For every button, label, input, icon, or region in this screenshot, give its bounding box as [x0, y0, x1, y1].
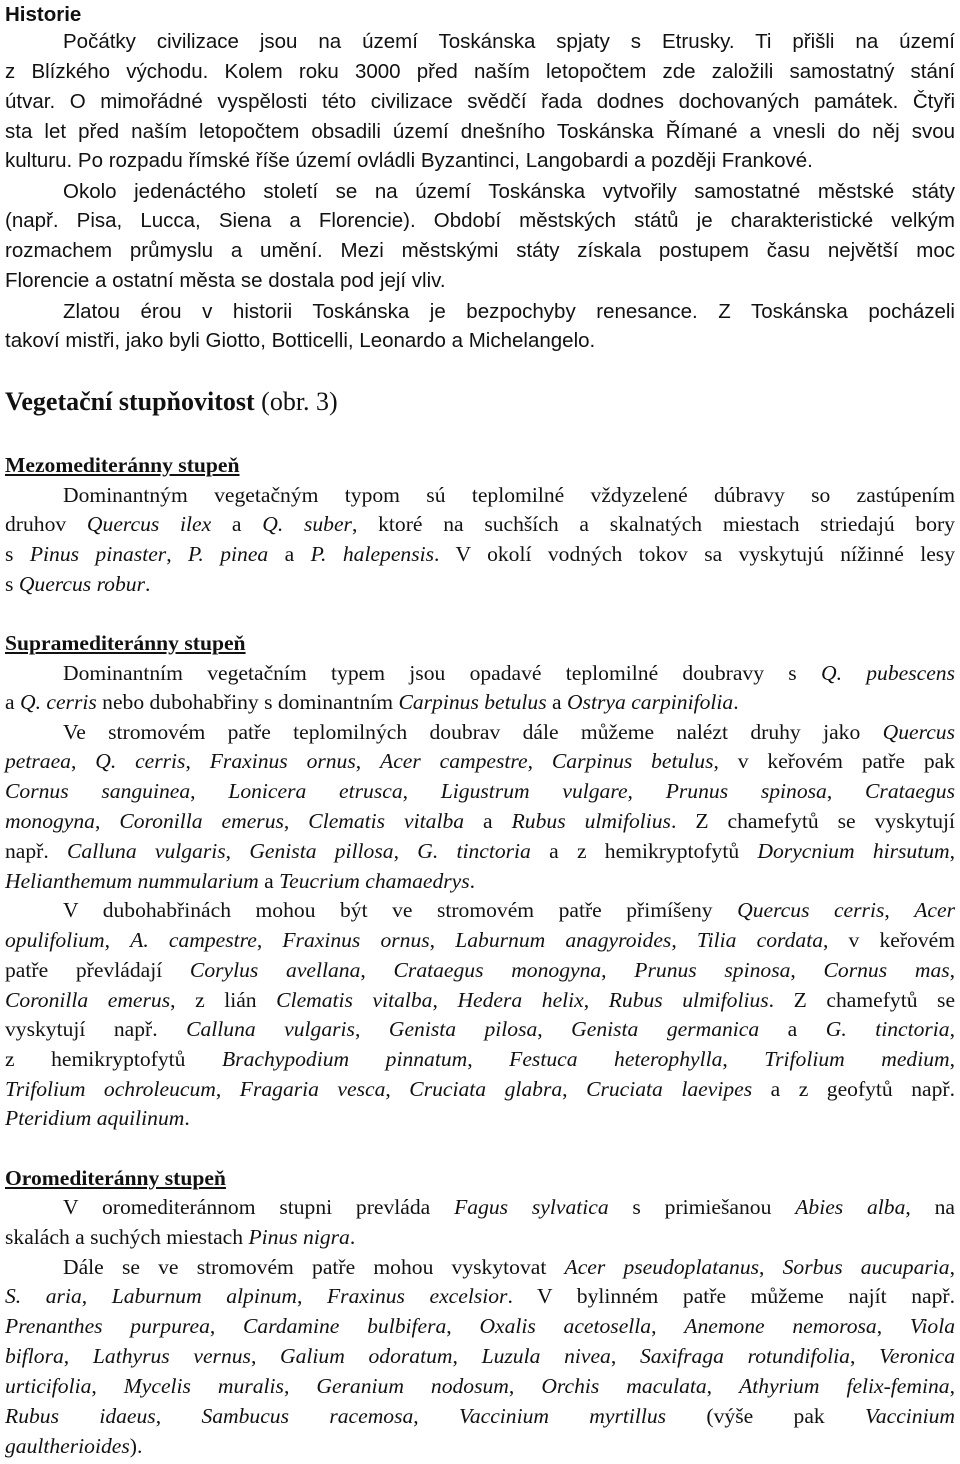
heading-main: Vegetační stupňovitost	[5, 387, 255, 416]
species-name: Acer	[914, 898, 955, 922]
paragraph-line: z Blízkého východu. Kolem roku 3000 před naším letopočtem zde založili samostatný stání	[5, 60, 955, 83]
species-name: Cruciata laevipes	[586, 1077, 753, 1101]
species-name: Prunus spinosa	[665, 779, 827, 803]
species-name: Festuca heterophylla	[509, 1047, 723, 1071]
paragraph-line: opulifolium, A. campestre, Fraxinus ornus, Laburnum anagyroides, Tilia cordata, v keřovém	[5, 928, 956, 952]
species-name: Pinus nigra	[248, 1225, 350, 1249]
species-name: Pteridium aquilinum	[5, 1106, 185, 1130]
paragraph-line: (např. Pisa, Lucca, Siena a Florencie). Období městských států je charakteristické velkým	[5, 209, 955, 232]
species-name: Laburnum alpinum	[111, 1284, 298, 1308]
species-name: Athyrium felix-femina	[739, 1374, 950, 1398]
species-name: Anemone nemorosa	[684, 1314, 877, 1338]
species-name: Prunus spinosa	[634, 958, 791, 982]
species-name: Brachypodium pinnatum	[221, 1047, 468, 1071]
species-name: Laburnum anagyroides	[455, 928, 672, 952]
species-name: Clematis vitalba	[276, 988, 433, 1012]
species-name: Dorycnium hirsutum	[757, 839, 950, 863]
paragraph-line: monogyna, Coronilla emerus, Clematis vitalba a Rubus ulmifolius. Z chamefytů se vyskytují	[5, 809, 956, 833]
species-name: Clematis vitalba	[308, 809, 465, 833]
species-name: Acer campestre	[380, 749, 528, 773]
species-name: Crataegus monogyna	[393, 958, 602, 982]
paragraph-line: s Quercus robur.	[5, 572, 151, 596]
species-name: monogyna	[5, 809, 95, 833]
species-name: Quercus robur	[18, 572, 145, 596]
species-name: P. halepensis	[310, 542, 435, 566]
species-name: Q. cerris	[95, 749, 186, 773]
paragraph-line: Coronilla emerus, z lián Clematis vitalba, Hedera helix, Rubus ulmifolius. Z chamefytů se	[5, 988, 956, 1012]
species-name: Fagus sylvatica	[454, 1195, 609, 1219]
paragraph-line: Florencie a ostatní města se dostala pod její vliv.	[5, 269, 446, 292]
species-name: A. campestre	[130, 928, 257, 952]
species-name: Rubus idaeus	[5, 1404, 156, 1428]
paragraph-line: Ve stromovém patře teplomilných doubrav dále můžeme nalézt druhy jako Quercus	[63, 720, 955, 744]
paragraph-line: Dále se ve stromovém patře mohou vyskytovat Acer pseudoplatanus, Sorbus aucuparia,	[63, 1255, 955, 1279]
species-name: Helianthemum nummularium	[5, 869, 259, 893]
species-name: G. tinctoria	[825, 1017, 950, 1041]
species-name: Tilia cordata	[696, 928, 823, 952]
paragraph-line: skalách a suchých miestach Pinus nigra.	[5, 1225, 356, 1249]
species-name: Q. suber	[262, 512, 352, 536]
paragraph-line: Dominantným vegetačným typom sú teplomilné vždyzelené dúbravy so zastúpením	[63, 483, 955, 507]
paragraph-line: takoví mistři, jako byli Giotto, Botticelli, Leonardo a Michelangelo.	[5, 329, 596, 352]
species-name: Q. cerris	[19, 690, 97, 714]
paragraph-line: Trifolium ochroleucum, Fragaria vesca, Cruciata glabra, Cruciata laevipes a z geofytů např.	[5, 1077, 955, 1101]
species-name: Luzula nivea	[481, 1344, 611, 1368]
species-name: Geranium nodosum	[316, 1374, 509, 1398]
species-name: Q. pubescens	[820, 661, 955, 685]
species-name: gaultherioides	[5, 1434, 130, 1458]
species-name: Quercus cerris	[737, 898, 885, 922]
paragraph-line: sta let před naším letopočtem obsadili území dnešního Toskánska Římané a vnesli do něj svou	[5, 120, 955, 143]
paragraph-line: Pteridium aquilinum.	[5, 1106, 190, 1130]
paragraph-line: útvar. O mimořádné vyspělosti této civilizace svědčí řada dodnes dochovaných památek. Čtyři	[5, 90, 955, 113]
species-name: Saxifraga rotundifolia	[639, 1344, 850, 1368]
species-name: Genista germanica	[571, 1017, 760, 1041]
species-name: Calluna vulgaris	[186, 1017, 355, 1041]
section-heading-historie: Historie	[5, 3, 82, 26]
species-name: Cardamine bulbifera	[243, 1314, 447, 1338]
species-name: Veronica	[879, 1344, 956, 1368]
species-name: biflora	[5, 1344, 64, 1368]
species-name: Hedera helix	[457, 988, 584, 1012]
species-name: petraea	[5, 749, 71, 773]
paragraph-line: Helianthemum nummularium a Teucrium chamaedrys.	[5, 869, 476, 893]
paragraph-line: kulturu. Po rozpadu římské říše území ovládli Byzantinci, Langobardi a později Frankové.	[5, 149, 813, 172]
section-heading-oro: Oromediteránny stupeň	[5, 1166, 226, 1190]
paragraph-line: petraea, Q. cerris, Fraxinus ornus, Acer campestre, Carpinus betulus, v keřovém patře pak	[5, 749, 956, 773]
species-name: Fraxinus excelsior	[326, 1284, 508, 1308]
heading-figure-ref: (obr. 3)	[254, 387, 338, 416]
section-heading-vegetacni	[5, 387, 955, 417]
species-name: urticifolia	[5, 1374, 92, 1398]
species-name: Trifolium medium	[764, 1047, 950, 1071]
paragraph-line: Zlatou érou v historii Toskánska je bezpochyby renesance. Z Toskánska pocházeli	[63, 300, 955, 323]
species-name: P. pinea	[188, 542, 269, 566]
paragraph-line: urticifolia, Mycelis muralis, Geranium nodosum, Orchis maculata, Athyrium felix-femina,	[5, 1374, 955, 1398]
species-name: Lonicera etrusca	[228, 779, 403, 803]
paragraph-line: rozmachem průmyslu a umění. Mezi městskými státy získala postupem času největší moc	[5, 239, 955, 262]
paragraph-line: V dubohabřinách mohou být ve stromovém patře přimíšeny Quercus cerris, Acer	[63, 898, 955, 922]
species-name: Crataegus	[865, 779, 956, 803]
paragraph-line: Okolo jedenáctého století se na území Toskánska vytvořily samostatné městské státy	[63, 180, 955, 203]
paragraph-line: s Pinus pinaster, P. pinea a P. halepensis. V okolí vodných tokov sa vyskytujú nížinné lesy	[5, 542, 956, 566]
species-name: Cruciata glabra	[409, 1077, 563, 1101]
species-name: Orchis maculata	[541, 1374, 707, 1398]
species-name: Coronilla emerus	[5, 988, 171, 1012]
species-name: Mycelis muralis	[123, 1374, 284, 1398]
species-name: Lathyrus vernus	[92, 1344, 251, 1368]
paragraph-line: Počátky civilizace jsou na území Toskánska spjaty s Etrusky. Ti přišli na území	[63, 30, 955, 53]
species-name: Carpinus betulus	[398, 690, 547, 714]
paragraph-line: S. aria, Laburnum alpinum, Fraxinus excelsior. V bylinném patře můžeme najít např.	[5, 1284, 955, 1308]
species-name: opulifolium	[5, 928, 105, 952]
species-name: Prenanthes purpurea	[5, 1314, 210, 1338]
species-name: Galium odoratum	[280, 1344, 453, 1368]
section-heading-supra: Supramediteránny stupeň	[5, 631, 246, 655]
species-name: Cornus sanguinea	[5, 779, 191, 803]
species-name: Quercus	[882, 720, 955, 744]
species-name: Teucrium chamaedrys	[279, 869, 470, 893]
paragraph-line: Rubus idaeus, Sambucus racemosa, Vaccinium myrtillus (výše pak Vaccinium	[5, 1404, 955, 1428]
section-heading-mezo: Mezomediteránny stupeň	[5, 453, 240, 477]
paragraph-line: V oromediteránnom stupni prevláda Fagus sylvatica s primiešanou Abies alba, na	[63, 1195, 955, 1219]
paragraph-line: Cornus sanguinea, Lonicera etrusca, Ligustrum vulgare, Prunus spinosa, Crataegus	[5, 779, 956, 803]
species-name: Coronilla emerus	[119, 809, 284, 833]
species-name: Fraxinus ornus	[209, 749, 356, 773]
species-name: Ligustrum vulgare	[440, 779, 628, 803]
species-name: Rubus ulmifolius	[608, 988, 769, 1012]
species-name: S. aria	[5, 1284, 82, 1308]
species-name: Quercus ilex	[86, 512, 212, 536]
paragraph-line: a Q. cerris nebo dubohabřiny s dominantním Carpinus betulus a Ostrya carpinifolia.	[5, 690, 739, 714]
species-name: Abies alba	[795, 1195, 906, 1219]
species-name: Pinus pinaster	[29, 542, 167, 566]
species-name: Genista pillosa	[249, 839, 394, 863]
paragraph-line: vyskytují např. Calluna vulgaris, Genista pilosa, Genista germanica a G. tinctoria,	[5, 1017, 955, 1041]
species-name: G. tinctoria	[417, 839, 531, 863]
species-name: Fraxinus ornus	[282, 928, 430, 952]
paragraph-line: druhov Quercus ilex a Q. suber, ktoré na suchších a skalnatých miestach striedajú bory	[5, 512, 955, 536]
species-name: Corylus avellana	[189, 958, 361, 982]
species-name: Cornus mas	[823, 958, 950, 982]
paragraph-line: např. Calluna vulgaris, Genista pillosa, G. tinctoria a z hemikryptofytů Dorycnium hirsutum,	[5, 839, 956, 863]
species-name: Ostrya carpinifolia	[567, 690, 734, 714]
paragraph-line: biflora, Lathyrus vernus, Galium odoratum, Luzula nivea, Saxifraga rotundifolia, Veronica	[5, 1344, 956, 1368]
paragraph-line: gaultherioides).	[5, 1434, 143, 1458]
species-name: Oxalis acetosella	[479, 1314, 652, 1338]
species-name: Carpinus betulus	[551, 749, 714, 773]
species-name: Sorbus aucuparia	[782, 1255, 950, 1279]
paragraph-line: patře převládají Corylus avellana, Crataegus monogyna, Prunus spinosa, Cornus mas,	[5, 958, 956, 982]
species-name: Sambucus racemosa	[201, 1404, 414, 1428]
species-name: Calluna vulgaris	[67, 839, 226, 863]
species-name: Vaccinium myrtillus	[459, 1404, 667, 1428]
species-name: Vaccinium	[865, 1404, 955, 1428]
species-name: Trifolium ochroleucum	[5, 1077, 216, 1101]
species-name: Viola	[909, 1314, 956, 1338]
paragraph-line: Dominantním vegetačním typem jsou opadavé teplomilné doubravy s Q. pubescens	[63, 661, 955, 685]
species-name: Rubus ulmifolius	[511, 809, 671, 833]
species-name: Genista pilosa	[388, 1017, 538, 1041]
species-name: Fragaria vesca	[239, 1077, 386, 1101]
paragraph-line: Prenanthes purpurea, Cardamine bulbifera, Oxalis acetosella, Anemone nemorosa, Viola	[5, 1314, 956, 1338]
paragraph-line: z hemikryptofytů Brachypodium pinnatum, Festuca heterophylla, Trifolium medium,	[5, 1047, 955, 1071]
species-name: Acer pseudoplatanus	[564, 1255, 760, 1279]
